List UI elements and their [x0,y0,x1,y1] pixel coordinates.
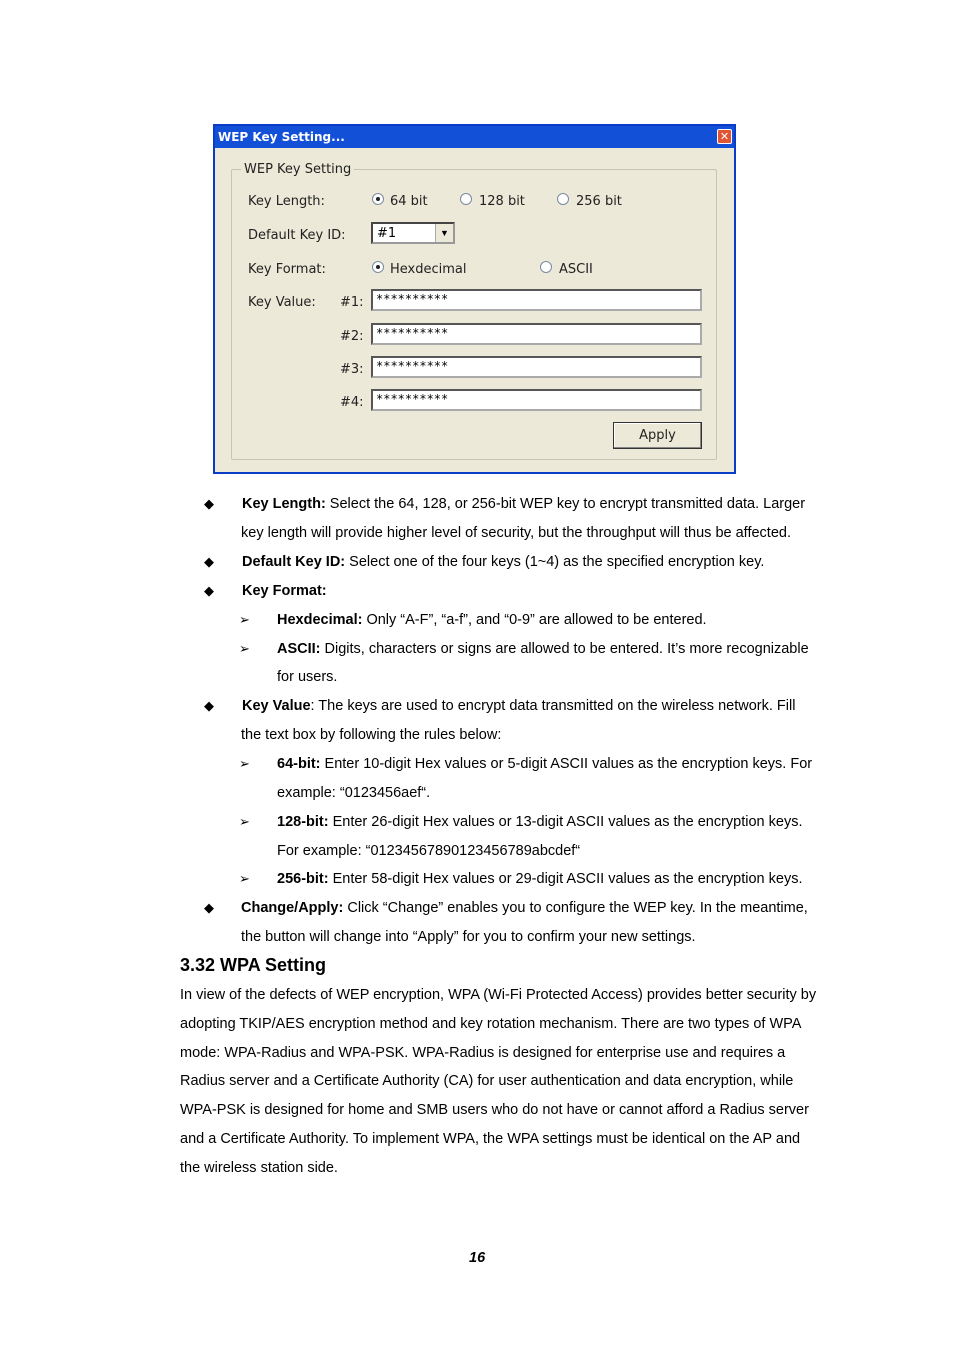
diamond-bullet-icon: ◆ [204,698,214,713]
wep-key-setting-dialog [213,124,736,474]
arrow-bullet-icon: ➢ [239,871,250,886]
ascii-term: ASCII: [277,641,321,657]
section-paragraph-line: Radius server and a Certificate Authority (CA) for user authentication and data encryption, while [180,1073,794,1089]
key-length-text: Select the 64, 128, or 256-bit WEP key to encrypt transmitted data. Larger [325,496,806,512]
arrow-bullet-icon: ➢ [239,814,250,829]
key-value-text-2: the text box by following the rules below: [241,727,502,743]
bit64-term: 64-bit: [277,756,321,772]
key-3-field[interactable]: ********** [371,356,702,378]
default-key-id-label: Default Key ID: [248,228,346,243]
key-2-label: #2: [340,329,364,344]
bit128-text: Enter 26-digit Hex values or 13-digit ASCII values as the encryption keys. [328,814,803,830]
key-3-label: #3: [340,362,364,377]
bit256-term: 256-bit: [277,871,329,887]
bit128-text-2: For example: “01234567890123456789abcdef“ [277,843,581,859]
dialog-titlebar [215,126,734,148]
key-4-field[interactable]: ********** [371,389,702,411]
bit128-term: 128-bit: [277,814,329,830]
radio-256-bit-label: 256 bit [576,194,622,209]
section-paragraph-line: WPA-PSK is designed for home and SMB users who do not have or cannot afford a Radius server [180,1102,809,1118]
radio-hexdecimal[interactable] [372,261,384,273]
radio-64-bit[interactable] [372,193,384,205]
bit64-bullet [277,756,812,772]
section-paragraph-line: and a Certificate Authority. To implement WPA, the WPA settings must be identical on the AP and [180,1131,801,1147]
key-2-field[interactable]: ********** [371,323,702,345]
page-number: 16 [469,1250,486,1266]
section-paragraph-line: the wireless station side. [180,1160,338,1176]
default-key-id-term: Default Key ID: [242,554,346,570]
bit256-bullet [277,871,802,887]
key-length-bullet [242,496,805,512]
key-1-field[interactable]: ********** [371,289,702,311]
arrow-bullet-icon: ➢ [239,756,250,771]
radio-128-bit[interactable] [460,193,472,205]
key-value-term: Key Value [242,698,311,714]
dialog-title: WEP Key Setting... [218,130,345,144]
section-paragraph-line: adopting TKIP/AES encryption method and key rotation mechanism. There are two types of WPA [180,1016,802,1032]
key-length-text-2: key length will provide higher level of security, but the throughput will thus be affected. [241,525,791,541]
bit64-text-2: example: “0123456aef“. [277,785,431,801]
diamond-bullet-icon: ◆ [204,496,214,511]
radio-256-bit[interactable] [557,193,569,205]
close-icon[interactable]: ✕ [717,129,732,144]
radio-128-bit-label: 128 bit [479,194,525,209]
apply-button[interactable]: Apply [613,422,702,449]
key-1-label: #1: [340,295,364,310]
ascii-text: Digits, characters or signs are allowed to be entered. It’s more recognizable [320,641,809,657]
hexdecimal-term: Hexdecimal: [277,612,363,628]
radio-hexdecimal-label: Hexdecimal [390,262,467,277]
bit64-text: Enter 10-digit Hex values or 5-digit ASCII values as the encryption keys. For [320,756,813,772]
diamond-bullet-icon: ◆ [204,554,214,569]
key-format-term: Key Format: [242,583,327,599]
diamond-bullet-icon: ◆ [204,583,214,598]
key-length-term: Key Length: [242,496,326,512]
key-4-label: #4: [340,395,364,410]
default-key-id-bullet [242,554,764,570]
arrow-bullet-icon: ➢ [239,641,250,656]
change-apply-text: Click “Change” enables you to configure the WEP key. In the meantime, [343,900,808,916]
chevron-down-icon[interactable]: ▼ [435,224,453,242]
key-length-label: Key Length: [248,194,325,209]
key-value-text: : The keys are used to encrypt data transmitted on the wireless network. Fill [310,698,796,714]
default-key-id-select[interactable] [371,222,455,244]
radio-ascii-label: ASCII [559,262,593,277]
section-heading: 3.32 WPA Setting [180,955,327,975]
bit128-bullet [277,814,802,830]
key-format-label: Key Format: [248,262,326,277]
key-value-bullet [242,698,795,714]
default-key-id-value: #1 [377,226,397,241]
ascii-bullet [277,641,809,657]
radio-ascii[interactable] [540,261,552,273]
change-apply-text-2: the button will change into “Apply” for you to confirm your new settings. [241,929,696,945]
section-paragraph-line: In view of the defects of WEP encryption, WPA (Wi-Fi Protected Access) provides better security by [180,987,817,1003]
diamond-bullet-icon: ◆ [204,900,214,915]
change-apply-term: Change/Apply: [241,900,344,916]
default-key-id-text: Select one of the four keys (1~4) as the specified encryption key. [345,554,765,570]
radio-64-bit-label: 64 bit [390,194,428,209]
wep-key-groupbox [231,169,717,460]
key-value-label: Key Value: [248,295,316,310]
bit256-text: Enter 58-digit Hex values or 29-digit ASCII values as the encryption keys. [328,871,803,887]
arrow-bullet-icon: ➢ [239,612,250,627]
change-apply-bullet [241,900,808,916]
group-label: WEP Key Setting [241,162,354,177]
hexdecimal-text: Only “A-F”, “a-f”, and “0-9” are allowed to be entered. [362,612,707,628]
section-paragraph-line: mode: WPA-Radius and WPA-PSK. WPA-Radius is designed for enterprise use and requires a [180,1045,786,1061]
ascii-text-2: for users. [277,669,338,685]
hexdecimal-bullet [277,612,707,628]
